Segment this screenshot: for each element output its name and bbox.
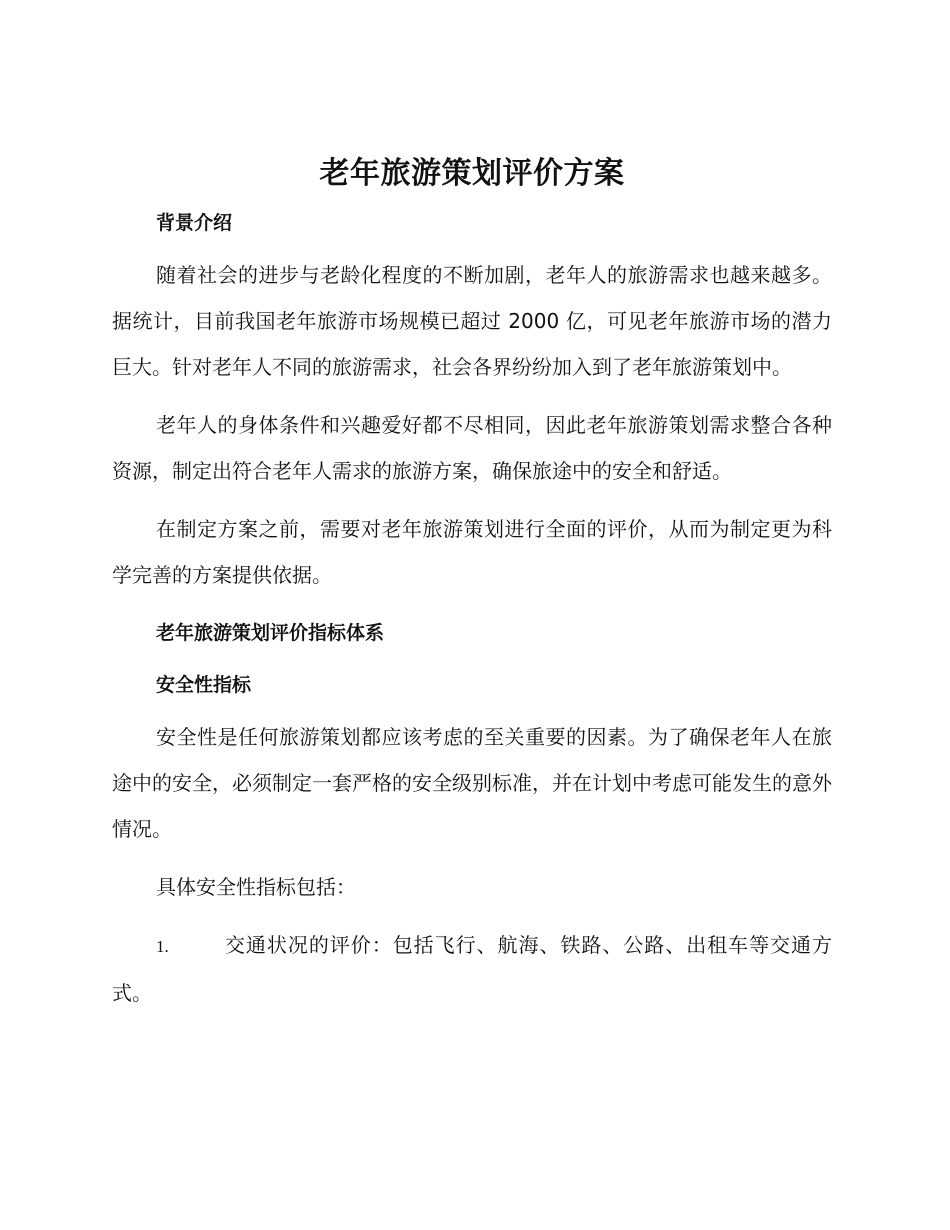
spacer (112, 390, 832, 402)
paragraph-safety-2: 具体安全性指标包括： (156, 875, 356, 899)
section-heading-indicator-system: 老年旅游策划评价指标体系 (156, 622, 385, 644)
paragraph-background-2: 老年人的身体条件和兴趣爱好都不尽相同，因此老年旅游策划需求整合各种资源，制定出符合老年人需求的旅游方案，确保旅途中的安全和舒适。 (112, 413, 832, 483)
list-item (112, 922, 832, 1016)
spacer (112, 852, 832, 864)
section-heading-background: 背景介绍 (156, 212, 233, 234)
paragraph-background-1: 随着社会的进步与老龄化程度的不断加剧，老年人的旅游需求也越来越多。据统计，目前我国老年旅游市场规模已超过 2000 亿，可见老年旅游市场的潜力巨大。针对老年人不同的旅游需求，社会各界纷纷加入到了老年旅游策划中。 (112, 263, 832, 379)
list-item-text: 交通状况的评价：包括飞行、航海、铁路、公路、出租车等交通方式。 (112, 933, 832, 1005)
paragraph-safety-1: 安全性是任何旅游策划都应该考虑的至关重要的因素。为了确保老年人在旅途中的安全，必须制定一套严格的安全级别标准，并在计划中考虑可能发生的意外情况。 (112, 725, 832, 841)
section-heading-safety: 安全性指标 (156, 674, 252, 696)
spacer (112, 910, 832, 922)
spacer (112, 598, 832, 610)
spacer (112, 240, 832, 252)
paragraph-background-3: 在制定方案之前，需要对老年旅游策划进行全面的评价，从而为制定更为科学完善的方案提供依据。 (112, 517, 832, 587)
spacer (112, 650, 832, 662)
spacer (112, 494, 832, 506)
spacer (112, 702, 832, 714)
list-item-number: 1. (156, 937, 169, 956)
document-title: 老年旅游策划评价方案 (319, 156, 625, 191)
document-content (112, 148, 832, 1016)
